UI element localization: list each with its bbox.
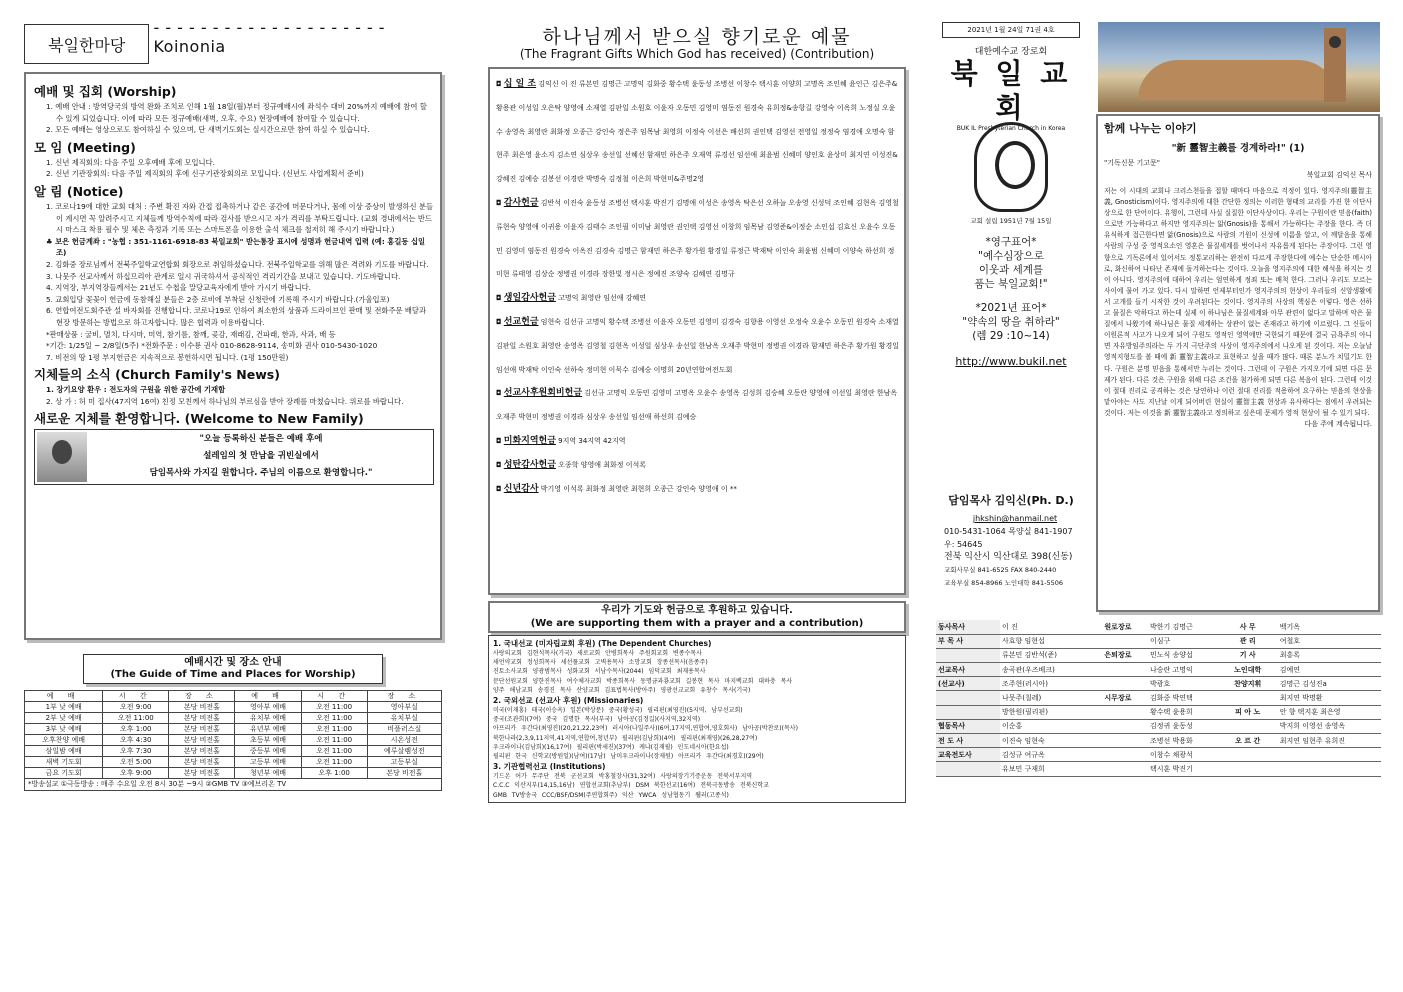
bullet-icon: ◘: [496, 198, 504, 207]
list-item: 1. 신년 제직회의: 다음 주일 오후예배 후에 모입니다.: [46, 157, 215, 167]
staff-row: [936, 620, 1381, 634]
mission-heading: 1. 국내선교 (미자립교회 후원) (The Dependent Churches): [493, 639, 712, 648]
contact-line: 전북 익산시 익산대로 398(신동): [944, 552, 1073, 562]
table-cell: 오후 4:30: [103, 735, 169, 746]
staff-cell: (선교사): [936, 677, 1000, 691]
table-row: [25, 735, 442, 746]
staff-table: [936, 620, 1381, 777]
staff-cell: 유보민 구재희: [1000, 762, 1088, 776]
guide-title-ko: 예배시간 및 장소 안내: [184, 657, 282, 668]
staff-cell: [1088, 734, 1148, 748]
welcome-box: [34, 429, 434, 485]
staff-cell: [1088, 663, 1148, 677]
table-header: 예 배: [235, 691, 301, 702]
list-item: 2. 김화중 장로님께서 전북주일학교연합회 회장으로 취임하셨습니다. 전북주일학교를 위해 많은 격려와 기도를 바랍니다.: [46, 259, 429, 269]
staff-cell: 최흥록: [1278, 648, 1381, 662]
table-cell: 1부 낮 예배: [25, 702, 103, 713]
offering-names: 오종학 양영애 최화정 이석록: [558, 460, 646, 469]
staff-cell: [1088, 719, 1148, 733]
staff-cell: 관 리: [1218, 634, 1278, 648]
staff-cell: 조주현(러시아): [1000, 677, 1088, 691]
church-tower: [1324, 28, 1346, 102]
list-item: *기간: 1/25일 ~ 2/8일(5주) *전화주문 : 이수룡 권사 010-8628-9114, 송미화 권사 010-5430-1020: [46, 341, 378, 351]
table-row: [25, 724, 442, 735]
table-cell: 삼일밤 예배: [25, 746, 103, 757]
contact-line: 우: 54645: [944, 540, 983, 549]
staff-cell: 류본민 김반석(준): [1000, 648, 1088, 662]
list-item: 5. 교회입당 꽃꽂이 헌금에 동참해실 분들은 2층 로비에 부착된 신청란에 기록해 주시기 바랍니다.(가울입포): [46, 294, 390, 304]
staff-cell: 박한기 김명근: [1148, 620, 1218, 634]
founded-date: 교회 설립 1951년 7월 15일: [970, 217, 1052, 225]
table-row: [25, 702, 442, 713]
staff-row: [936, 748, 1381, 762]
offering-entry: [496, 311, 900, 382]
table-cell: 2부 낮 예배: [25, 713, 103, 724]
welcome-line: 담임목사와 가지길 원합니다. 주님의 이름으로 환영합니다.": [149, 468, 373, 479]
staff-cell: 박지희 이영선 송영옥: [1278, 719, 1381, 733]
offering-entry: [496, 382, 900, 430]
nameplate: 북일한마당: [24, 24, 149, 64]
contact-line: 010-5431-1064 목양실 841-1907: [944, 527, 1073, 536]
list-item: 1. 장기요양 환우 : 전도자의 구원을 위한 공간에 기재함: [46, 385, 226, 395]
table-cell: 3부 낮 예배: [25, 724, 103, 735]
staff-row: [936, 705, 1381, 719]
staff-cell: 협동목사: [936, 719, 1000, 733]
staff-cell: 나뭇주(칠레): [1000, 691, 1088, 705]
staff-cell: 피 아 노: [1218, 705, 1278, 719]
issue-date: 2021년 1월 24일 71권 4호: [942, 22, 1080, 38]
motto-line: (렘 29 :10~14): [972, 330, 1050, 342]
staff-cell: 황수택 윤용희: [1148, 705, 1218, 719]
table-cell: 본당 비전홀: [169, 702, 235, 713]
staff-cell: 백기옥: [1278, 620, 1381, 634]
bullet-icon: ◘: [496, 436, 504, 445]
mission-line: 북한나라(2,3,9,11지역,41지역,연합여,청년부) 필리핀(김남희)(4여) 필리핀(최재영)(26,28,27여): [493, 734, 758, 742]
staff-cell: 이진숙 임현숙: [1000, 734, 1088, 748]
notice-items: [34, 201, 434, 363]
list-item: ♣ 보은 헌금계좌 : "농협 : 351-1161-6918-83 북일교회" 받는통장 표시에 성명과 헌금내역 입력 (예: 홍길동 십일조): [46, 236, 426, 258]
column-masthead: [936, 22, 1381, 982]
pastor-photo: [37, 432, 87, 482]
table-header: 시 간: [301, 691, 367, 702]
staff-cell: 오 르 간: [1218, 734, 1278, 748]
staff-cell: 이 진: [1000, 620, 1088, 634]
staff-cell: [1218, 719, 1278, 733]
essay-heading: 함께 나누는 이야기: [1104, 122, 1197, 135]
bullet-icon: ◘: [496, 484, 504, 493]
column-news: [24, 18, 442, 791]
new-family-title: 새로운 지체를 환영합니다. (Welcome to New Family): [34, 411, 364, 427]
staff-cell: 최지연 박명환: [1278, 691, 1381, 705]
staff-cell: [936, 648, 1000, 662]
table-row: [25, 746, 442, 757]
staff-cell: 조병선 박용화: [1148, 734, 1218, 748]
offering-entry: [496, 73, 900, 192]
list-item: 2. 신년 기관장회의: 다음 주일 제직회의 후에 신구기관장회의로 모입니다. (신년도 사업계획서 준비): [46, 169, 364, 179]
news-box: [24, 72, 442, 640]
staff-cell: [1278, 762, 1381, 776]
staff-cell: [1218, 691, 1278, 705]
staff-cell: 택시훈 박진기: [1148, 762, 1218, 776]
staff-row: [936, 634, 1381, 648]
staff-cell: 김정귀 윤동성: [1148, 719, 1218, 733]
list-item: 1. 예배 안내 : 방역당국의 방역 완화 조치로 인해 1월 18일(월)부터 정규예배시에 좌석수 대비 20%까지 예배에 참여 할 수 있게 되었습니다. 이에 따라 모든 정규예배(새벽, 오후, 수요) 현장예배에 참여할 수 있습니다.: [46, 102, 427, 123]
support-title: [488, 601, 906, 633]
table-cell: 영아부 예배: [235, 702, 301, 713]
email-link[interactable]: jhkshin@hanmail.net: [972, 514, 1058, 523]
offering-names: 김반석 이진숙 윤동성 조병선 택시훈 박진기 김명애 이성은 송영옥 탁은선 오하늘 오송영 신성덕 조인혜 김현옥 김영철 류현숙 양영애 이귀용 이윤자 김태수 조인필 이미남 최영란 권인택 김영선 이창희 임목남 김영준&이정순 소인섭 김효신 오윤수 오동민 김영미 염동진 원경숙 이옥진 김경숙 김명근 함재민 하은주 황가원 황경일 류정근 박재탁 이인숙 최윤범 신혜미 이양숙 하선희 정미현 류태영 김상순 정병권 이경라 장한빛 정시은 정예진 조양숙 김혜연 김명규: [496, 198, 899, 279]
table-cell: 고등부실: [367, 757, 441, 768]
mission-line: GMB TV방송국 CCC/BSF/DSM(주연합회주) 익산 YWCA 성남협동기 웰러(고종석): [493, 791, 729, 799]
table-header: 시 간: [103, 691, 169, 702]
offering-names: 김선규 고명익 오동민 김영미 고명옥 오윤수 송영옥 김성희 김승혜 오동란 양영애 이선일 최영란 한남옥 오재주 박현미 정병권 이경라 심상우 송선일 임선애 하선희 김예승: [496, 389, 898, 422]
table-row: [25, 713, 442, 724]
table-row: [25, 757, 442, 768]
table-cell: 본당 비전홀: [367, 768, 441, 779]
staff-cell: 박광호: [1148, 677, 1218, 691]
mission-line: 진토소사교회 양광범목사 성화교회 서남수목사(2044) 임덕교회 최재용목사: [493, 668, 706, 676]
table-cell: 오전 9:00: [103, 702, 169, 713]
table-cell: 시온성전: [367, 735, 441, 746]
table-cell: 오전 11:00: [301, 735, 367, 746]
table-cell: 오전 11:00: [301, 746, 367, 757]
mission-line: 아프리카 우간다(최영진)(20,21,22,23여) 러시아(나일주사)(6여,17지역,연합여,영호회사) 남아공(박찬로)(목사): [493, 725, 798, 733]
table-cell: 본당 비전홀: [169, 735, 235, 746]
staff-row: [936, 719, 1381, 733]
table-cell: 오전 11:00: [301, 713, 367, 724]
church-logo-icon: [974, 122, 1048, 212]
denomination: 대한예수교 장로회: [974, 47, 1048, 57]
meeting-items: [34, 157, 434, 180]
offerings-box: [488, 67, 906, 595]
staff-cell: 민노식 송양섭: [1148, 648, 1218, 662]
permanent-motto: [936, 235, 1086, 291]
motto-line: "예수심장으로: [978, 250, 1044, 262]
church-info: [936, 122, 1086, 590]
table-cell: 오전 11:00: [103, 713, 169, 724]
staff-cell: 김명근 김성진a: [1278, 677, 1381, 691]
mission-line: 사랑의교회 김현석목사(기국) 새로교회 안병희목사 주원회교회 변종수목사: [493, 650, 702, 657]
list-item: *판매상품 : 굴비, 멸치, 다시마, 미역, 참기름, 참깨, 곶감, 재래김, 건파래, 한과, 사과, 배 등: [46, 329, 336, 339]
guide-title-en: (The Guide of Time and Places for Worship): [110, 669, 356, 680]
staff-cell: 최지연 임현주 유희진: [1278, 734, 1381, 748]
staff-row: [936, 648, 1381, 662]
mission-heading: 3. 기관협력선교 (Institutions): [493, 762, 606, 772]
mission-line: 새언약교회 정성희목사 세선풀교회 고벽용목사 소망교회 장종선목사(음종주): [493, 659, 708, 667]
worship-section-title: 예배 및 집회 (Worship): [34, 84, 177, 99]
offering-label: 미화지역헌금: [503, 435, 556, 446]
notice-section-title: 알 림 (Notice): [34, 183, 124, 199]
table-cell: 비플러스실: [367, 724, 441, 735]
table-cell: 오후 7:30: [103, 746, 169, 757]
mission-heading: 2. 국외선교 (선교사 후원) (Missionaries): [493, 696, 644, 706]
staff-cell: 이순홍: [1000, 719, 1088, 733]
staff-cell: 김예연: [1278, 663, 1381, 677]
list-item: 1. 코로나19에 대한 교회 대처 : 주변 확진 자와 간접 접촉하거나 같은 공간에 머문다거나, 몸에 이상 증상이 발생하신 분들이 계시면 꼭 알려주시고 지체들께 방역수칙에 따라 검사를 받으시고 자가 격리를 부탁드립니다. (교회 경내에서는 반드시 마스크 착용 필수 및 체온 측정과 기록 또는 스마트폰을 이용한 출석 체크를 철저히 해 주시기 바랍니다.): [46, 201, 434, 235]
mission-line: 필리핀 한국 신학교(방원일)(남여)(17남) 남미우크라이나(장제원) 아프리카 우간다(최경호)(29여): [493, 753, 764, 761]
mission-line: 미국(이재홍) 태국(이승옥) 일본(박상문) 중국(황성국) 필리핀(최영진)(5지역, 남부선교회): [493, 707, 743, 715]
offering-label: 감사헌금: [503, 197, 539, 208]
broadcast-note: *방송설교 ①극동방송 : 매주 수요일 오전 8시 30분 ~9시 ②GMB TV ③예브리온 TV: [24, 779, 442, 791]
staff-row: [936, 691, 1381, 705]
staff-cell: 동사목사: [936, 620, 1000, 634]
offering-label: 선교사후원회비헌금: [503, 388, 583, 399]
offering-entry: [496, 287, 900, 311]
motto-line: "약속의 땅을 취하라": [962, 316, 1060, 328]
motto-line: 이웃과 세계를: [978, 264, 1044, 276]
table-header: 예 배: [25, 691, 103, 702]
staff-cell: [1088, 677, 1148, 691]
guide-title: [83, 654, 383, 684]
list-item: 4. 지역장, 부지역장들께서는 21년도 수첩을 말당교육자에게 받아 가시기 바랍니다.: [46, 283, 312, 293]
bullet-icon: ◘: [496, 460, 504, 469]
table-cell: 유년부 예배: [235, 724, 301, 735]
welcome-line: "오늘 등록하신 분들은 예배 후에: [199, 434, 323, 445]
worship-schedule-table: [24, 690, 442, 779]
worship-items: [34, 101, 434, 136]
staff-cell: [936, 762, 1000, 776]
essay-source: "기독신문 기고문": [1104, 159, 1160, 167]
mission-line: 기드온 어가 무주단 전북 군선교회 박홍철장사(31,32여) 사랑의장기기증운동 전북서부지역: [493, 773, 753, 781]
staff-cell: [936, 705, 1000, 719]
offering-label: 생일감사헌금: [503, 293, 556, 304]
pastor-contact: [936, 512, 1086, 590]
bullet-icon: ◘: [496, 294, 504, 303]
list-item: 7. 비전의 땅 1평 부지헌금은 지속적으로 봉헌하시면 됩니다. (1평 150만원): [46, 352, 289, 362]
motto-line: 품는 북일교회!": [974, 278, 1048, 290]
staff-cell: 부 목 사: [936, 634, 1000, 648]
essay-author: 북일교회 김익신 목사: [1306, 171, 1372, 179]
staff-cell: [936, 691, 1000, 705]
table-cell: 새벽 기도회: [25, 757, 103, 768]
essay-subtitle: "新 靈智主義를 경계하라!" (1): [1171, 143, 1305, 154]
table-cell: 오전 5:00: [103, 757, 169, 768]
offering-label: 선교헌금: [503, 316, 539, 327]
motto-line: *영구표어*: [985, 236, 1037, 248]
staff-cell: 전 도 사: [936, 734, 1000, 748]
bullet-icon: ◘: [496, 389, 504, 398]
bullet-icon: ◘: [496, 80, 504, 88]
table-cell: 본당 비전홀: [169, 768, 235, 779]
church-name-en: BUK IL Presbyterian Church in Korea: [956, 125, 1066, 132]
staff-cell: 원로장로: [1088, 620, 1148, 634]
offering-entry: [496, 454, 900, 478]
staff-cell: 이창수 채광석: [1148, 748, 1218, 762]
staff-cell: 김화중 박연택: [1148, 691, 1218, 705]
table-cell: 본당 비전홀: [169, 757, 235, 768]
table-cell: 오후 9:00: [103, 768, 169, 779]
support-title-en: (We are supporting them with a prayer and a contribution): [530, 618, 864, 629]
staff-cell: 사 무: [1218, 620, 1278, 634]
essay-box: [1096, 114, 1380, 612]
staff-cell: [1088, 705, 1148, 719]
table-cell: 오후 1:00: [301, 768, 367, 779]
staff-cell: 기 사: [1218, 648, 1278, 662]
offering-entry: [496, 478, 900, 502]
list-item: 2. 상 가 : 허 미 집사(47지역 16여) 친정 모친께서 하나님의 부르심을 받아 장례를 마쳤습니다. 위로를 바랍니다.: [46, 396, 404, 406]
table-cell: 예루살렘성전: [367, 746, 441, 757]
church-building: [1138, 60, 1338, 100]
table-cell: 중등부 예배: [235, 746, 301, 757]
offering-entry: [496, 430, 900, 454]
mission-line: 양주 해남교회 송경진 목사 산양교회 김표법목사(방아주) 영광선교교회 유창수 목사(기국): [493, 686, 751, 694]
staff-row: [936, 762, 1381, 776]
table-header-row: [25, 691, 442, 702]
staff-cell: 나승란 고명익: [1148, 663, 1218, 677]
offering-names: 임현숙 김선규 고명익 황수택 조병선 이윤자 오동민 김영미 김경숙 김향용 이영선 오정숙 오윤수 오동민 원경숙 소재열 김판일 소원호 최영란 송영옥 김영철 김현옥 이성일 심상우 송선일 한남옥 오재주 박현미 정병권 이경라 함재민 하은주 황가원 황경일 임선애 박재탁 이인숙 선하숙 정미현 이묵수 김예승 이명희 20년연합여전도회: [496, 317, 899, 374]
staff-cell: 노인대학: [1218, 663, 1278, 677]
staff-cell: [1088, 748, 1148, 762]
staff-row: [936, 734, 1381, 748]
table-cell: 오전 11:00: [301, 724, 367, 735]
table-cell: 본당 비전홀: [169, 724, 235, 735]
table-cell: 본당 비전홀: [169, 713, 235, 724]
staff-cell: 김성규 여규옥: [1000, 748, 1088, 762]
table-cell: 본당 비전홀: [169, 746, 235, 757]
table-header: 장 소: [169, 691, 235, 702]
welcome-line: 설레임의 첫 만남을 귀빈실에서: [203, 451, 319, 462]
mission-line: 문단선원교회 양한진목사 여수체자교회 박종희목사 동명금과룡교회 길봉현 목사 마지백교회 대하충 목사: [493, 677, 793, 685]
table-cell: 오전 11:00: [301, 702, 367, 713]
year-motto: [936, 301, 1086, 343]
table-cell: 고등부 예배: [235, 757, 301, 768]
offerings-title-ko: 하나님께서 받으실 향기로운 예물: [542, 26, 852, 48]
meeting-section-title: 모 임 (Meeting): [34, 139, 136, 155]
table-cell: 영아부실: [367, 702, 441, 713]
church-photo: [1098, 22, 1380, 112]
offering-names: 김익신 이 진 류본민 김명근 고명익 김화중 황수택 윤동성 조병선 이창수 택시훈 이양희 고명옥 조인혜 윤인근 김은주&황용관 이성일 오은탁 양영애 소재열 김판일 소원호 이윤자 오동민 김영미 염동진 원경숙 유희정&송항길 강영숙 이옥희 노정실 오윤수 송영옥 최영란 최화정 오종근 강인숙 정은주 임목남 최영희 이정숙 이선은 배선희 권인택 김영선 전영일 정정숙 염경애 오명숙 함현주 최은영 윤소지 김소연 심상우 송선일 선혜선 함재민 하은주 오재역 류경선 임선애 최윤범 신혜미 양인호 윤상미 최지연 이성진&강혜진 김예승 김봉선 이경란 박명숙 김정철 이은희 박현미&주명2영: [496, 80, 898, 184]
bullet-icon: ◘: [496, 317, 504, 326]
welcome-text: [89, 430, 433, 484]
list-item: 2. 모든 예배는 영상으로도 참여하실 수 있으며, 단 새벽기도회는 실시간으로만 참여 하실 수 있습니다.: [46, 125, 370, 135]
offering-names: 고명익 최영란 임선애 강혜연: [558, 294, 646, 303]
contact-line: 교육부실 854-8966 노인대학 841-5506: [944, 579, 1064, 587]
offering-names: 9지역 34지역 42지역: [558, 436, 626, 445]
staff-cell: 교육전도사: [936, 748, 1000, 762]
table-cell: 금요 기도회: [25, 768, 103, 779]
offering-names: 박기영 이석록 최화정 최영란 최현희 오종근 강인숙 양영애 이 **: [540, 484, 737, 493]
staff-body: [936, 620, 1381, 776]
staff-cell: 선교목사: [936, 663, 1000, 677]
table-cell: 청년부 예배: [235, 768, 301, 779]
table-cell: 오후찬양 예배: [25, 735, 103, 746]
offering-label: 십 일 조: [503, 79, 537, 89]
staff-cell: 이심구: [1148, 634, 1218, 648]
offering-label: 신년감사: [503, 483, 539, 494]
table-cell: 유치부 예배: [235, 713, 301, 724]
table-cell: 오후 1:00: [103, 724, 169, 735]
staff-cell: [1278, 748, 1381, 762]
family-section-title: 지체들의 소식 (Church Family's News): [34, 367, 280, 383]
offering-label: 성탄감사헌금: [503, 459, 556, 470]
table-cell: 오전 11:00: [301, 757, 367, 768]
table-cell: 유치부실: [367, 713, 441, 724]
koinonia-label: - - - - - - - - - - - - - - - - - - - -Koinonia: [153, 18, 386, 56]
essay-body: 저는 이 시대의 교회나 크리스천들을 접할 때마다 마음으로 걱정이 있다. 영지주의(靈智主義, Gnosticism)이다. 영지주의에 대한 간단한 정의는 이러한 형태의 교리를 가진 한 이단사상으로 한 단어이다. 유행이, 그런데 사실 실질한 이단사상이다. 우리는 구원이란 믿음(faith)으로만 가능하다고 하지만 영지주의는 앎(Gnosis)을 통해서 가능하다는 주장을 한다. 즉 더 유식하게 접근한다면 앎(Gnosis)으로 사람의 기원이 신성에 이름을 알고, 이 깨달음을 통해 사람의 구성 중 영적요소인 영혼은 물질세계를 벗어나서 자유롭게 된다는 주장이다. 그런 영향으로 기독론에서 있어서도 정통교리하는 완전히 다르게 주장한다에 예수는 단순한 메시아로, 화신하여 나타난 존재에 돌겨하는다는 것이다. 오늘을 영지주의에 대한 해석을 하지는 것이 아니다. 영지주의에 대하여 우리는 엄연하게 정죄 또는 배척 한다. 그러나 우리도 모르는 사이에 물어 가고 있다. 다시 말하면 언제부터인가 영지주의의 현상이 우리들의 신앙생활에서 고개를 들기 시작한 것이 우려된다는 것이다. 영지주의 사상의 핵심은 이렇다. 영은 선하고 물질은 악하다고 하는데 실제 이 하나님은 물질세계와 아무 관련이 없다고 말하며 악은 물질에서 나왔기에 하나님은 물질 세계하는 상관이 없는 존재라고 하기에 이르렀다. 그 신들이 이원론적 사고가 나오게 되어 구원도 영적인 영역에만 국한되기 때문에 결국 금욕주의 아니면 자유방임주의라는 두 가지 극단주의 사상이 영지주의에서 나오게 된 것이다. 저는 오늘날 영적지형도를 볼 때에 新 靈智主義라고 표현하고 싶을 때가 많다. 때론 분노가 치밀기도 한다. 구원은 분명 믿음을 통해서만 누리는 것이다. 그런데 이 구원은 가지오기에 되면 다른 문제가 된다. 다른 것은 구원을 위해 다른 조건을 첨가하게 되면 다른 복음이 된다. 그런데 이것이 절대 진리로 공격하는 것은 당연하나 이런 절대 진리를 적용하여 요구하는 믿음의 현상을 맡아야는 사도 지난날 이게 되어버린 현실이 靈智主義 현상과 유사하다는 점에서 우려되는 것이다. 저는 이것을 新 靈智主義라고 정의하고 싶은데 문제가 영적 현상이 될 수 있기 되다.: [1104, 187, 1372, 417]
staff-row: [936, 663, 1381, 677]
table-body: [25, 702, 442, 779]
mission-line: 중국(조관희)(7여) 중국 김명한 목사(부국) 남아공(김정길)(사지역,32지역): [493, 716, 701, 724]
staff-cell: [1218, 748, 1278, 762]
support-title-ko: 우리가 기도와 헌금으로 후원하고 있습니다.: [601, 605, 793, 616]
missions-box: [488, 635, 906, 803]
column-offerings: [488, 22, 906, 803]
staff-cell: 송곡관(우즈베크): [1000, 663, 1088, 677]
church-name: 북 일 교 회: [950, 57, 1072, 124]
staff-cell: 방한원(필리핀): [1000, 705, 1088, 719]
list-item: 3. 나뭇주 선교사께서 하십므리아 관계로 일시 귀국하셔서 공식적인 격리기간을 보내고 있습니다. 기도바랍니다.: [46, 271, 401, 281]
website-link[interactable]: http://www.bukil.net: [955, 355, 1067, 368]
staff-cell: 안 향 택지훈 최은영: [1278, 705, 1381, 719]
offering-entry: [496, 192, 900, 287]
staff-cell: 은퇴장로: [1088, 648, 1148, 662]
staff-cell: 시무장로: [1088, 691, 1148, 705]
contact-line: 교회사무실 841-6525 FAX 840-2440: [944, 566, 1057, 574]
offerings-title-en: (The Fragrant Gifts Which God has received) (Contribution): [519, 47, 875, 61]
table-cell: 초등부 예배: [235, 735, 301, 746]
staff-cell: 사효향 임현섭: [1000, 634, 1088, 648]
offerings-header: [488, 22, 906, 61]
list-item: 6. 연합여전도회주관 설 바자회를 진행합니다. 코로나19로 인하여 최소한의 상품과 드라이브인 판매 및 전화주문 배달과 현장 방문하는 방법으로 하고자합니다. 많은 협력과 이용바랍니다.: [46, 306, 427, 327]
staff-cell: 찬양지휘: [1218, 677, 1278, 691]
essay-continued: 다음 주에 계속됩니다.: [1304, 419, 1372, 428]
masthead: [936, 22, 1086, 132]
table-row: [25, 768, 442, 779]
staff-cell: [1088, 762, 1148, 776]
mission-line: 우크라이나(김남희)(16,17여) 필리핀(박세진)(37여) 케냐(김재필) 인도네시아(한요섭): [493, 743, 729, 751]
motto-line: *2021년 표어*: [975, 302, 1047, 314]
staff-cell: 여철호: [1278, 634, 1381, 648]
mission-line: C.C.C 익산지부(14,15,16남) 연합선교회(추남부) DSM 북한선교(16여) 전북극동방송 전북신학교: [493, 782, 769, 790]
senior-pastor: 담임목사 김익신(Ph. D.): [948, 494, 1074, 507]
table-header: 장 소: [367, 691, 441, 702]
nameplate-header: [24, 18, 442, 64]
staff-row: [936, 677, 1381, 691]
staff-cell: [1088, 634, 1148, 648]
family-items: [34, 384, 434, 407]
staff-cell: [1218, 762, 1278, 776]
